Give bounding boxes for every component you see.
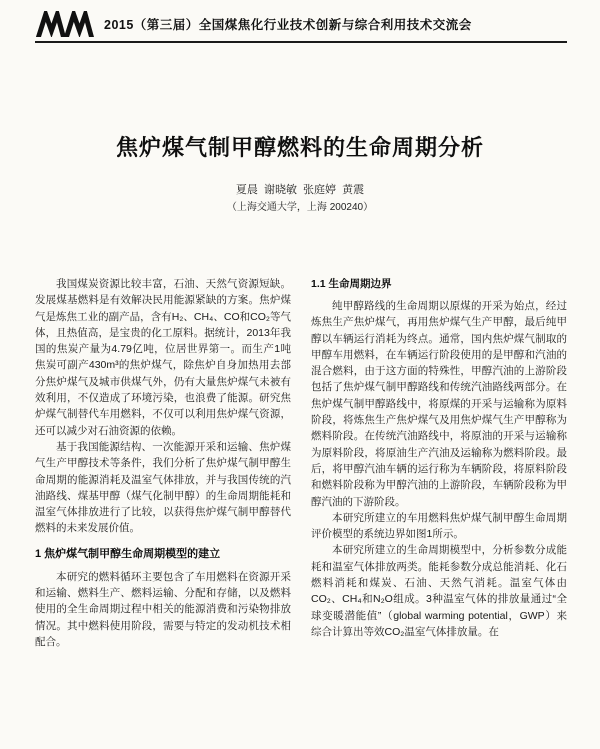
page-title: 焦炉煤气制甲醇燃料的生命周期分析 [115, 135, 484, 160]
conference-logo-icon [36, 11, 94, 37]
affiliation-line: （上海交通大学，上海 200240） [226, 202, 374, 213]
conference-header [36, 11, 566, 37]
body-paragraph: 本研究的燃料循环主要包含了车用燃料在资源开采和运输、燃料生产、燃料运输、分配和存储，以及燃料使用的全生命周期过程中相关的能源消费和污染物排放情况。其中燃料使用阶段，需要与特定的发动机技术相配合。 [35, 570, 291, 648]
header-divider [35, 41, 567, 43]
conference-title: 2015（第三届）全国煤焦化行业技术创新与综合利用技术交流会 [104, 18, 472, 32]
body-columns [35, 276, 567, 749]
section-heading: 1 焦炉煤气制甲醇生命周期模型的建立 [35, 547, 221, 560]
subsection-heading: 1.1 生命周期边界 [311, 278, 392, 290]
body-paragraph: 本研究所建立的车用燃料焦炉煤气制甲醇生命周期评价模型的系统边界如图1所示。 [311, 511, 567, 541]
body-paragraph: 基于我国能源结构、一次能源开采和运输、焦炉煤气生产甲醇技术等条件，我们分析了焦炉煤气制甲醇生命周期的能源消耗及温室气体排放，并与我国传统的汽油路线、煤基甲醇（煤气化制甲醇）的生命周期能耗和温室气体排放进行了比较，以获得焦炉煤气制甲醇替代燃料的未来发展价值。 [35, 440, 291, 535]
authors-line: 夏晨 谢晓敏 张庭婷 黄震 [235, 184, 365, 196]
left-column [35, 276, 291, 749]
body-paragraph: 本研究所建立的生命周期模型中，分析参数分成能耗和温室气体排放两类。能耗参数分成总能消耗、化石燃料消耗和煤炭、石油、天然气消耗。温室气体由CO₂、CH₄和N₂O组成。3种温室气体的排放量通过“全球变暖潜能值”（global warming potential，GWP）来综合计算出等效CO₂温室气体排放量。在 [311, 544, 567, 638]
body-paragraph: 纯甲醇路线的生命周期以原煤的开采为始点，经过炼焦生产焦炉煤气，再用焦炉煤气生产甲醇，最后纯甲醇以车辆运行消耗为终点。通常，国内焦炉煤气制取的甲醇车用燃料，在车辆运行阶段使用的是甲醇和汽油的混合燃料，由于这方面的特殊性，甲醇汽油的上游阶段包括了焦炉煤气制甲醇路线和传统汽油路线两部分。在焦炉煤气制甲醇路线中，将原煤的开采与运输称为原料阶段，将炼焦生产焦炉煤气及用焦炉煤气生产甲醇称为燃料阶段。在传统汽油路线中，将原油的开采与运输称为原料阶段，将原油生产汽油及运输称为燃料阶段。最后，将甲醇汽油车辆的运行称为车辆阶段，将原料阶段和燃料阶段称为甲醇汽油的上游阶段，车辆阶段称为甲醇汽油的下游阶段。 [311, 300, 567, 508]
right-column [311, 276, 567, 749]
body-paragraph: 我国煤炭资源比较丰富，石油、天然气资源短缺。发展煤基燃料是有效解决民用能源紧缺的方案。焦炉煤气是炼焦工业的副产品，含有H₂、CH₄、CO和CO₂等气体，且热值高，是宝贵的化工原料。据统计，2013年我国的焦炭产量为4.79亿吨，位居世界第一。而生产1吨焦炭可副产430m³的焦炉煤气，除焦炉自身加热用去部分焦炉煤气及城市供煤气外，仍有大量焦炉煤气未被有效利用，不仅造成了环境污染，也浪费了能源。研究焦炉煤气制替代车用燃料，不仅可以利用焦炉煤气资源，还可以减少对石油资源的依赖。 [35, 278, 291, 437]
